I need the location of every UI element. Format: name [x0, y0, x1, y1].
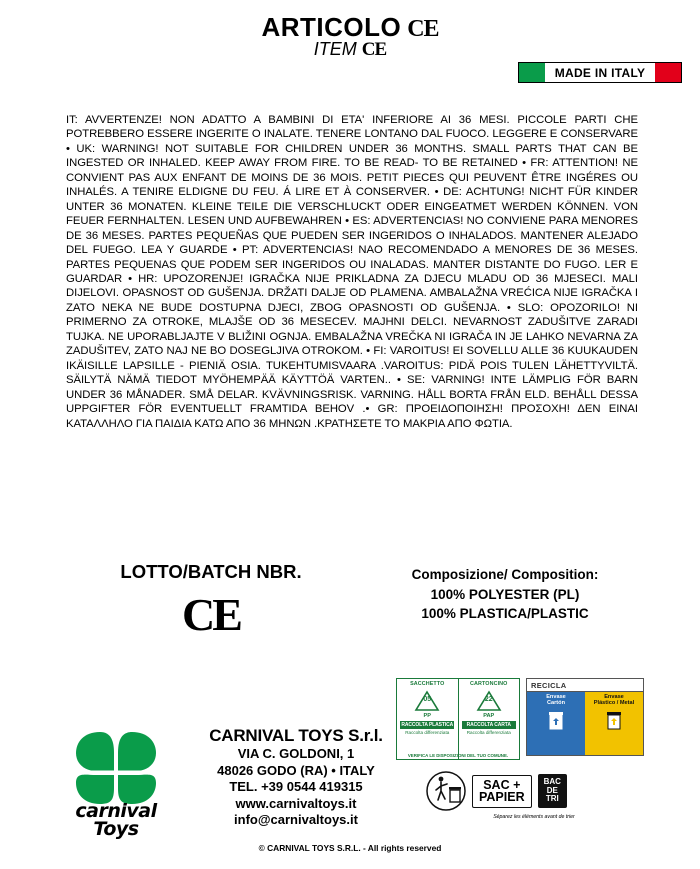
bac-de-tri-label	[538, 774, 567, 807]
recycling-box-italy	[396, 678, 520, 760]
recycling-column-bag	[397, 679, 458, 759]
carnival-toys-logo	[64, 726, 168, 846]
article-title-row	[0, 14, 700, 42]
company-email[interactable]: info@carnivaltoys.it	[234, 812, 358, 828]
recycling-spain-header: RECICLA	[527, 679, 643, 692]
ce-mark-title: CE	[407, 16, 439, 42]
recycling-box-france	[426, 770, 642, 832]
recycling-france-note: Séparez les éléments avant de trier	[493, 814, 575, 820]
batch-number-label: LOTTO/BATCH NBR.	[120, 561, 302, 582]
recycling-carton-sub: Raccolta differenziata	[466, 730, 511, 735]
recycling-carton-material: PAP	[483, 713, 495, 719]
recycling-spain-columns	[527, 692, 643, 755]
recycling-bin-yellow-icon	[604, 709, 624, 731]
made-in-italy-badge	[518, 62, 682, 83]
recycling-bag-sub: Raccolta differenziata	[405, 730, 450, 735]
recycling-france-row	[426, 770, 642, 812]
bac-de-tri-line1: BAC	[543, 777, 561, 787]
logo-wordmark-line1: carnival	[75, 800, 157, 822]
recycling-spain-plastic-line2: Plástico / Metal	[593, 700, 635, 707]
recycling-spain-carton	[527, 692, 585, 755]
company-address-block	[166, 725, 426, 829]
sac-papier-line2: PAPIER	[479, 790, 525, 804]
company-street: VIA C. GOLDONI, 1	[237, 746, 355, 762]
recycling-bin-blue-icon	[546, 709, 566, 731]
sac-papier-label	[472, 775, 532, 808]
recycling-carton-code: 22	[484, 696, 493, 703]
recycling-box-spain	[526, 678, 644, 756]
company-city: 48026 GODO (RA) • ITALY	[217, 762, 375, 778]
recycling-bag-material: PP	[423, 713, 431, 719]
company-website[interactable]: www.carnivaltoys.it	[235, 796, 357, 811]
bac-de-tri-line3: TRI	[545, 794, 559, 804]
composition-material-2: 100% PLASTICA/PLASTIC	[421, 606, 589, 622]
article-title: ARTICOLO	[261, 12, 402, 42]
item-subtitle-row	[0, 40, 700, 61]
flag-stripe-red	[655, 63, 681, 82]
flag-stripe-green	[519, 63, 545, 82]
recycling-carton-banner: RACCOLTA CARTA	[462, 721, 516, 729]
composition-heading: Composizione/ Composition:	[411, 567, 599, 582]
recycling-triangle-paper-icon	[476, 690, 502, 712]
bac-de-tri-line2: DE	[546, 785, 558, 795]
recycling-spain-carton-line2: Cartón	[546, 700, 566, 707]
ce-mark-large: CE	[182, 589, 240, 640]
recycling-carton-caption: CARTONCINO	[470, 681, 508, 687]
composition-block	[360, 565, 650, 624]
document-header	[0, 0, 700, 61]
made-in-italy-label: MADE IN ITALY	[545, 63, 655, 82]
batch-number-block	[86, 561, 336, 642]
recycling-triangle-plastic-icon	[414, 690, 440, 712]
recycling-bag-code: 05	[423, 696, 432, 703]
recycling-column-carton	[458, 679, 520, 759]
recycling-bag-banner: RACCOLTA PLASTICA	[401, 722, 454, 728]
company-phone: TEL. +39 0544 419315	[229, 778, 363, 794]
recycling-spain-plastic-line1: Envase	[604, 694, 624, 700]
logo-wordmark	[64, 800, 168, 841]
copyright-footer: © CARNIVAL TOYS S.R.L. - All rights reserved	[258, 843, 442, 853]
clover-leaf-icon	[70, 726, 162, 811]
multilingual-warnings-text: IT: AVVERTENZE! NON ADATTO A BAMBINI DI ETA' INFERIORE AI 36 MESI. PICCOLE PARTI CHE POTREBBERO ESSERE INGERITE O INALATE. TENERE LONTANO DAL FUOCO. LEGGERE E CONSERVARE • UK: WARNING! NOT SUITABLE FOR CHILDREN UNDER 36 MONTHS. SMALL PARTS THAT CAN BE INGESTED OR INHALED. KEEP AWAY FROM FIRE. TO BE READ- TO BE RETAINED • FR: ATTENTION! NE CONVIENT PAS AUX ENFANT DE MOINS DE 36 MOIS. PETIT PIECES QUI PEUVENT ÊTRE INGÉRES OU INHALÉS. A TENIRE ELDIGNE DU FEU. Á LIRE ET À CONSERVER. • DE: ACHTUNG! NICHT FÜR KINDER UNTER 36 MONATEN. KLEINE TEILE DIE VERSCHLUCKT ODER EINGEATMET WERDEN KÖNNEN. VON FEUER FERNHALTEN. LESEN UND AUFBEWAHREN • ES: ADVERTENCIAS! NO CONVIENE PARA MENORES DE 36 MESES. PARTES PEQUEÑAS QUE PUEDEN SER INGERIDOS O INHALADOS. MANTENER ALEJADO DEL FUEGO. LEA Y GUARDE • PT: ADVERTENCIAS! NAO RECOMENDADO A MENORES DE 36 MESES. PARTES PEQUENAS QUE PODEM SER INGERIDOS OU INALADAS. MANTER DISTANTE DO FUGO. LER E GUARDAR • HR: UPOZORENJE! IGRAČKA NIJE PRIKLADNA ZA DJECU MLADU OD 36 MJESECI. MALI DIJELOVI. OPASNOST OD GUŠENJA. DRŽATI DALJE OD PLAMENA. AMBALAŽNA VREĆICA NIJE IGRAČKA I ZATO NEKA NE BUDE DOSTUPNA DJECI, ZBOG OPASNOSTI OD GUŠENJA. • SLO: OPOZORILO! NI PRIMERNO ZA OTROKE, MLAJŠE OD 36 MESECEV. MAJHNI DELCI. NEVARNOST ZADUŠITVE ZARADI TUJKA. NE UPORABLJAJTE V BLIŽINI OGNJA. EMBALAŽNA VREČKA NI IGRAČA IN JE LAHKO NEVARNA ZA ZADUŠITEV, ZATO NAJ NE BO DOSEGLJIVA OTROKOM. • FI: VAROITUS! EI SOVELLU ALLE 36 KUUKAUDEN IKÄISILLE LAPSILLE - PIENIÄ OSIA. TUKEHTUMISVAARA .VAROITUS: PIDÄ POIS TULEN LÄHETTYVILTÄ. SÄILYTÄ NÄMÄ TIEDOT MYÖHEMPÄÄ KÄYTTÖÄ VARTEN.. • SE: VARNING! INTE LÄMPLIG FÖR BARN UNDER 36 MÅNADER. SMÅ DELAR. KVÄVNINGSRISK. VARNING. HÅLL BORTA FRÅN ELD. BEHÅLL DESSA UPPGIFTER FÖR EVENTUELLT FRAMTIDA BEHOV .• GR: ΠΡΟΕΙΔΟΠΟΙΗΣΗ! ΠΡΟΣΟΧΗ! ΔΕΝ ΕΙΝΑΙ ΚΑΤΑΛΛΗΛΟ ΓΙΑ ΠΑΙΔΙΑ ΚΑΤΩ ΑΠΟ 36 ΜΗΝΩΝ .ΚΡΑΤΗΣΕΤΕ ΤΟ ΜΑΚΡΙΑ ΑΠΟ ΦΩΤΙΑ.	[66, 114, 638, 430]
item-subtitle: ITEM	[313, 39, 357, 60]
recycling-spain-plastic	[585, 692, 643, 755]
throw-in-bin-icon	[426, 770, 466, 812]
sac-papier-line1: SAC +	[483, 777, 521, 792]
recycling-bag-caption: SACCHETTO	[410, 681, 445, 687]
ce-mark-subtitle: CE	[361, 39, 387, 61]
composition-material-1: 100% POLYESTER (PL)	[430, 586, 580, 602]
recycling-italy-footnote: VERIFICA LE DISPOSIZIONI DEL TUO COMUNE.	[407, 753, 509, 758]
recycling-spain-carton-line1: Envase	[546, 694, 566, 700]
logo-wordmark-line2: Toys	[93, 818, 139, 841]
recycling-symbols-area	[396, 678, 646, 848]
company-name: CARNIVAL TOYS S.r.l.	[209, 726, 383, 745]
